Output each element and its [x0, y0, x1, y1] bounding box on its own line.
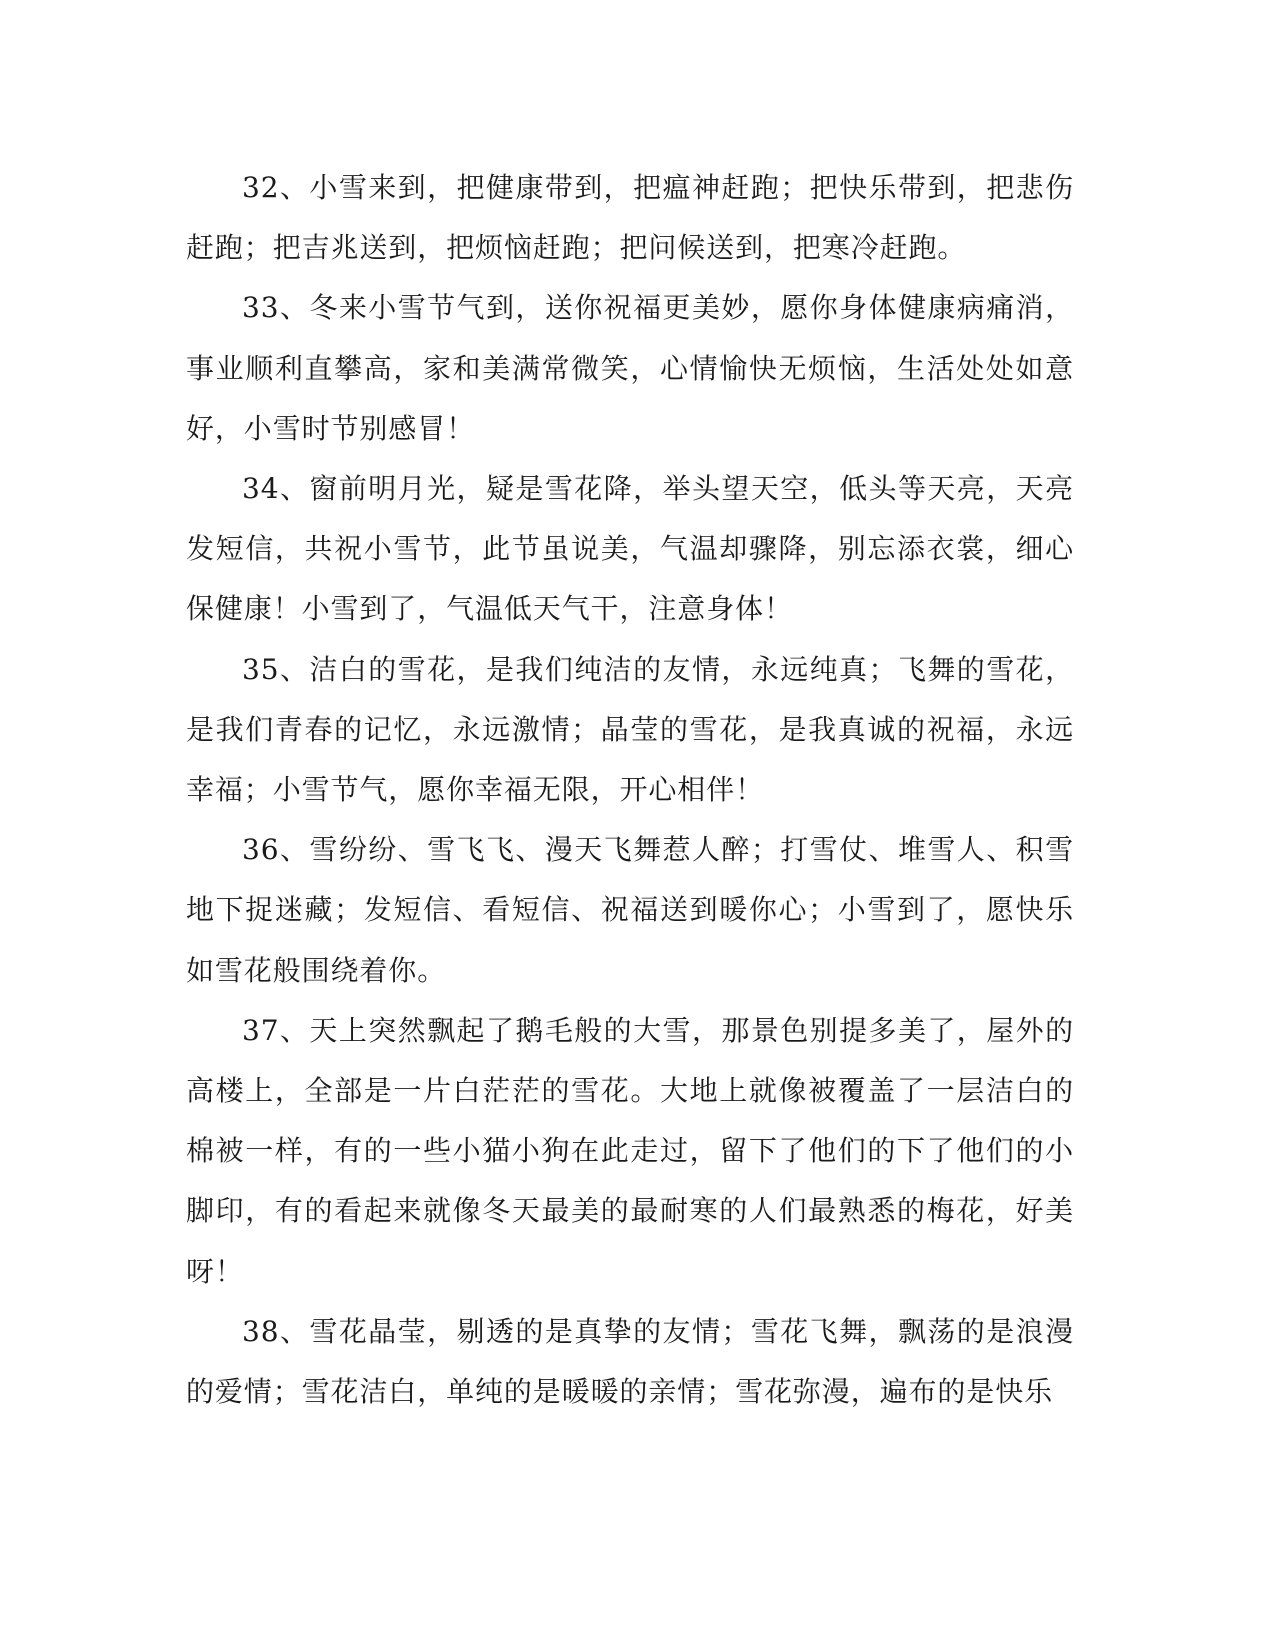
paragraph-36: 36、雪纷纷、雪飞飞、漫天飞舞惹人醉；打雪仗、堆雪人、积雪地下捉迷藏；发短信、看短信、祝福送到暖你心；小雪到了，愿快乐如雪花般围绕着你。: [186, 833, 1074, 987]
paragraph-37: 37、天上突然飘起了鹅毛般的大雪，那景色别提多美了，屋外的高楼上，全部是一片白茫茫的雪花。大地上就像被覆盖了一层洁白的棉被一样，有的一些小猫小狗在此走过，留下了他们的下了他们的小脚印，有的看起来就像冬天最美的最耐寒的人们最熟悉的梅花，好美呀！: [186, 1013, 1074, 1288]
document-body: [186, 158, 1074, 1422]
paragraph-33: 33、冬来小雪节气到，送你祝福更美妙，愿你身体健康病痛消，事业顺利直攀高，家和美满常微笑，心情愉快无烦恼，生活处处如意好，小雪时节别感冒！: [186, 291, 1074, 445]
paragraph-34: 34、窗前明月光，疑是雪花降，举头望天空，低头等天亮，天亮发短信，共祝小雪节，此节虽说美，气温却骤降，别忘添衣裳，细心保健康！小雪到了，气温低天气干，注意身体！: [186, 472, 1074, 626]
paragraph-38: 38、雪花晶莹，剔透的是真挚的友情；雪花飞舞，飘荡的是浪漫的爱情；雪花洁白，单纯的是暖暖的亲情；雪花弥漫，遍布的是快乐: [186, 1314, 1074, 1409]
paragraph-35: 35、洁白的雪花，是我们纯洁的友情，永远纯真；飞舞的雪花，是我们青春的记忆，永远激情；晶莹的雪花，是我真诚的祝福，永远幸福；小雪节气，愿你幸福无限，开心相伴！: [186, 652, 1074, 807]
paragraph-32: 32、小雪来到，把健康带到，把瘟神赶跑；把快乐带到，把悲伤赶跑；把吉兆送到，把烦恼赶跑；把问候送到，把寒冷赶跑。: [186, 171, 1074, 265]
